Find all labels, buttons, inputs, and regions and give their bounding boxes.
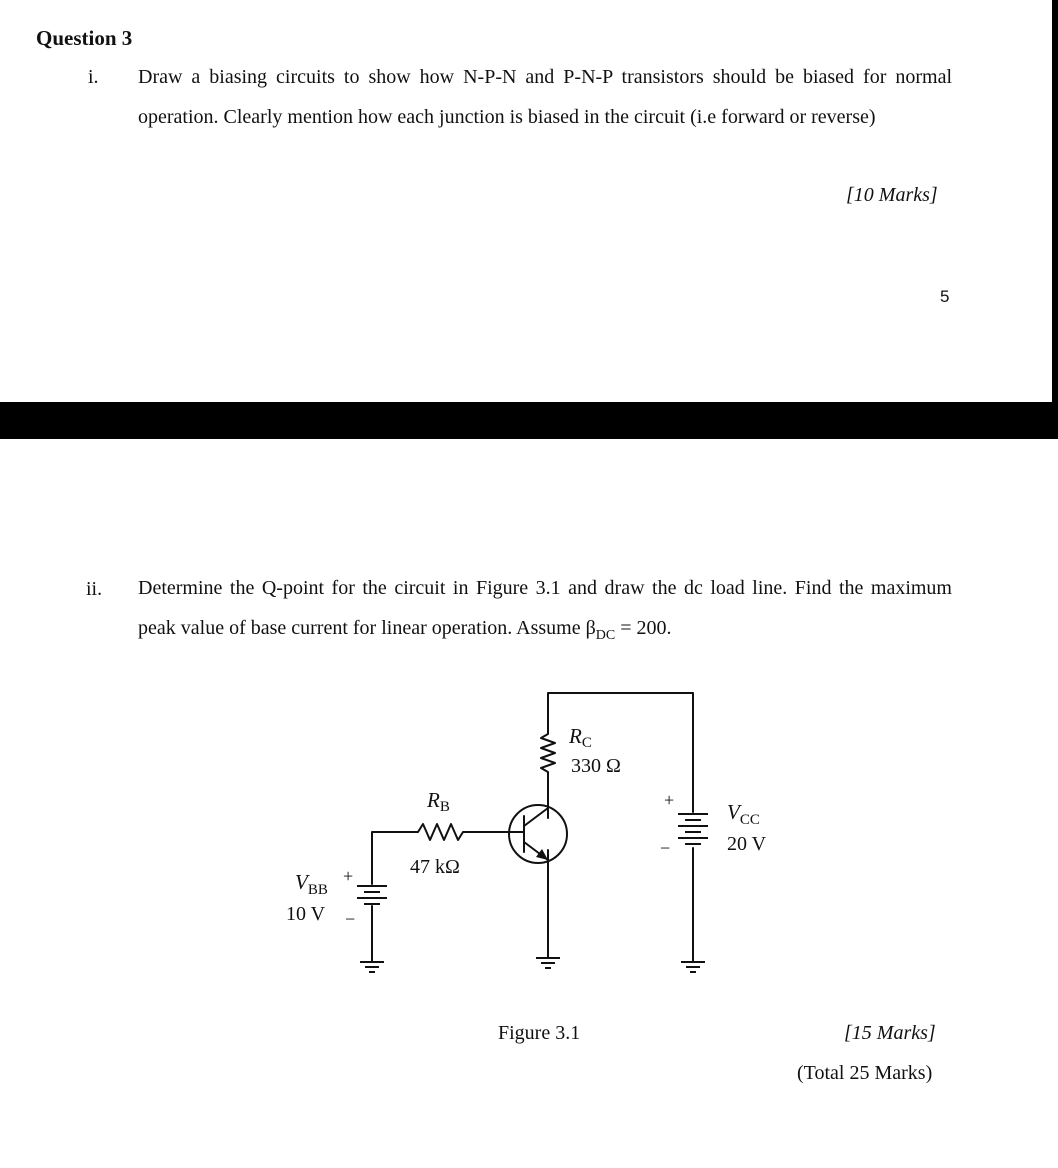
transistor-body	[509, 805, 567, 863]
rb-label: RB	[427, 788, 450, 815]
question-title: Question 3	[36, 26, 133, 50]
vcc-value: 20 V	[727, 833, 767, 855]
vbb-label: $V_{BB}$	[295, 870, 328, 898]
beta-symbol: β	[585, 616, 596, 639]
part-i-marks: [10 Marks]	[846, 184, 938, 206]
vcc-minus: −	[660, 838, 671, 858]
part-ii-text-end: = 200.	[615, 616, 672, 639]
part-ii-text-main: Determine the Q-point for the circuit in Figure 3.1 and draw the dc load line. Find the maximum peak value of base current for linear operation. Assume	[138, 577, 952, 639]
vcc-label: $V_{CC}$	[727, 800, 760, 828]
vbb-plus: +	[343, 866, 354, 886]
transistor-collector-lead	[524, 808, 548, 826]
vbb-minus: −	[345, 909, 356, 929]
ground-symbols	[360, 958, 705, 972]
rb-value: 47 kΩ	[410, 856, 460, 878]
part-i-text: Draw a biasing circuits to show how N-P-N and P-N-P transistors should be biased for normal operation. Clearly mention how each junction is biased in the circuit (i.e forward or reverse)	[138, 66, 952, 128]
vcc-plus: +	[664, 790, 675, 810]
vcc-battery	[678, 814, 708, 844]
beta-subscript: DC	[595, 627, 616, 643]
part-i-number: i.	[88, 66, 99, 88]
ground-vcc	[681, 962, 705, 972]
part-ii-marks: [15 Marks]	[844, 1022, 936, 1044]
vbb-battery	[357, 886, 387, 904]
total-marks: (Total 25 Marks)	[797, 1062, 933, 1084]
ground-emitter	[536, 958, 560, 968]
figure-caption: Figure 3.1	[498, 1022, 581, 1044]
rc-label: RC	[569, 724, 592, 751]
ground-vbb	[360, 962, 384, 972]
page-number: 5	[940, 287, 950, 306]
part-ii-number: ii.	[86, 578, 103, 600]
rc-value: 330 Ω	[571, 755, 621, 777]
emitter-arrow	[536, 849, 548, 860]
vbb-value: 10 V	[286, 903, 326, 925]
